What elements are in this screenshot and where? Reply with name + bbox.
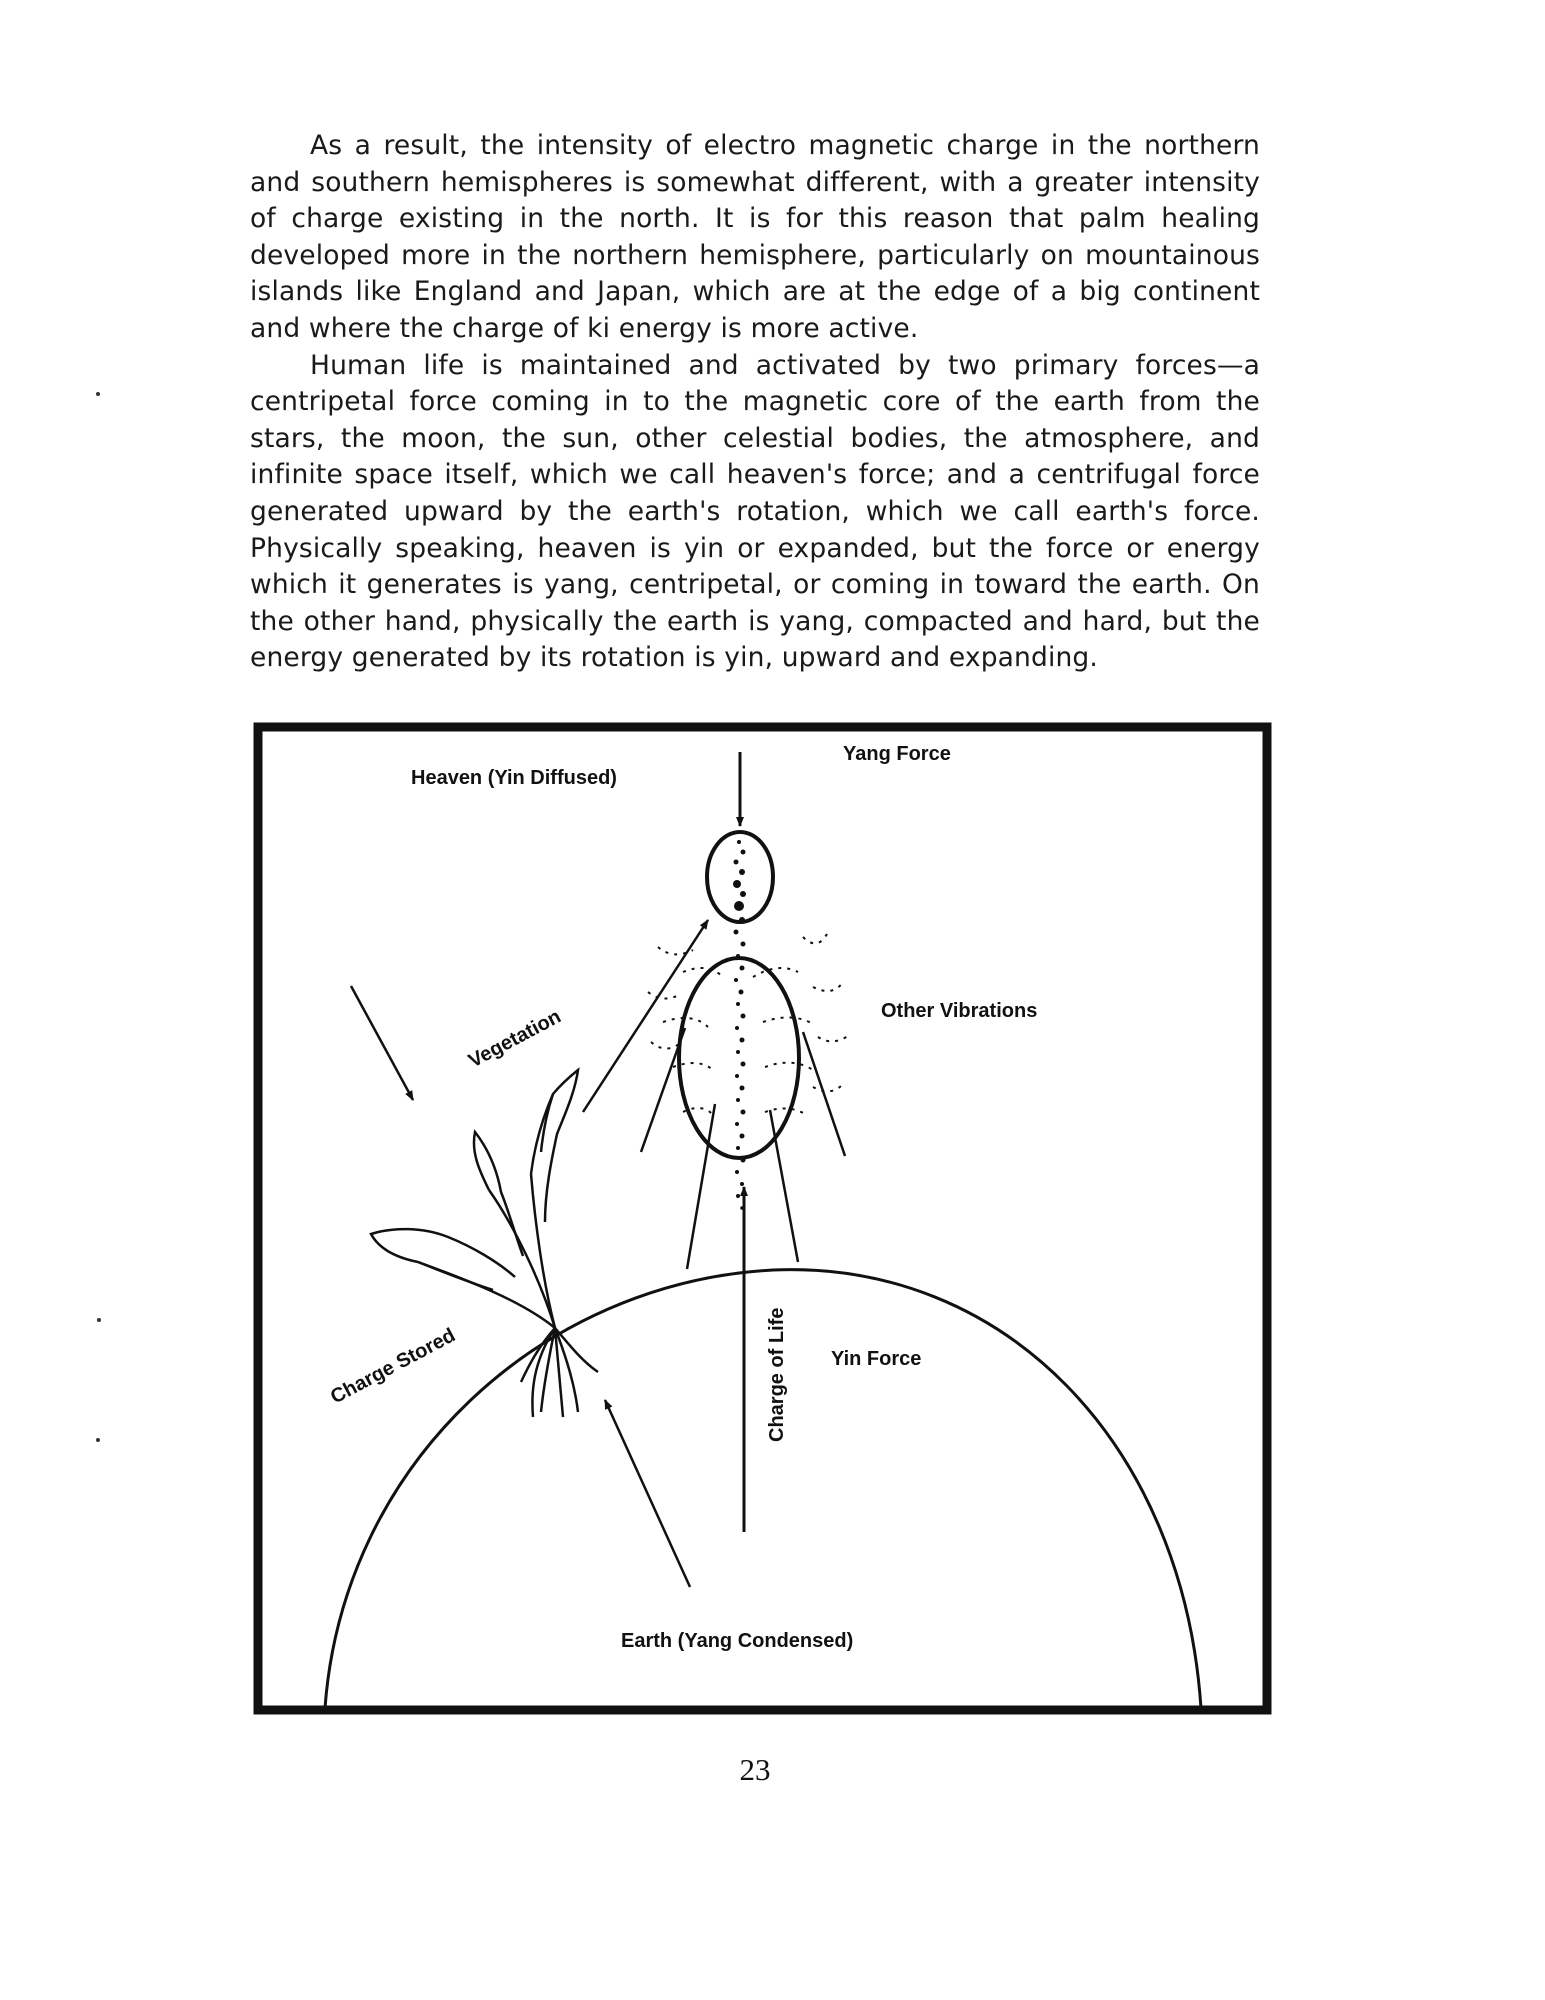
vegetation-arrow <box>583 920 708 1112</box>
forces-diagram <box>253 722 1275 1716</box>
scan-speck <box>97 1318 101 1322</box>
earth-label: Earth (Yang Condensed) <box>621 1630 854 1652</box>
yin-force-label: Yin Force <box>831 1348 922 1370</box>
scan-speck <box>96 392 100 396</box>
cone-line-left <box>687 1104 715 1269</box>
charge-stored-label: Charge Stored <box>327 1324 460 1409</box>
human-body <box>679 958 799 1158</box>
vegetation-label: Vegetation <box>465 1005 565 1073</box>
charge-of-life-label: Charge of Life <box>766 1307 788 1442</box>
dotted-energy-channel <box>733 840 746 1210</box>
heaven-label: Heaven (Yin Diffused) <box>411 767 617 789</box>
cone-line-right <box>770 1110 798 1262</box>
scan-speck <box>96 1438 100 1442</box>
earth-to-plant-arrow <box>605 1400 690 1587</box>
page-number: 23 <box>739 1752 771 1787</box>
other-vibrations-label: Other Vibrations <box>881 1000 1038 1022</box>
vibration-line-right <box>803 1032 845 1156</box>
figure-heaven-earth-forces <box>253 722 1275 1716</box>
yang-force-label: Yang Force <box>843 743 951 765</box>
heaven-to-plant-arrow <box>351 986 413 1100</box>
figure-frame <box>258 727 1267 1710</box>
paragraph: Human life is maintained and activated by two primary forces—a centripetal force coming in to the magnetic core of the earth from the stars, the moon, the sun, other celestial bodies, the atmosphere, and infinite space itself, which we call heaven's force; and a centrifugal force generated upward by the earth's rotation, which we call earth's force. Physically speaking, heaven is yin or expanded, but the force or energy which it generates is yang, centripetal, or coming in toward the earth. On the other hand, physically the earth is yang, compacted and hard, but the energy generated by its rotation is yin, upward and expanding. <box>250 349 1260 674</box>
body-text <box>250 128 1260 677</box>
paragraph: As a result, the intensity of electro magnetic charge in the northern and southern hemispheres is somewhat different, with a greater intensity of charge existing in the north. It is for this reason that palm healing developed more in the northern hemisphere, particularly on mountainous islands like England and Japan, which are at the edge of a big continent and where the charge of ki energy is more active. <box>250 130 1260 344</box>
vibration-line-left <box>641 1028 685 1152</box>
